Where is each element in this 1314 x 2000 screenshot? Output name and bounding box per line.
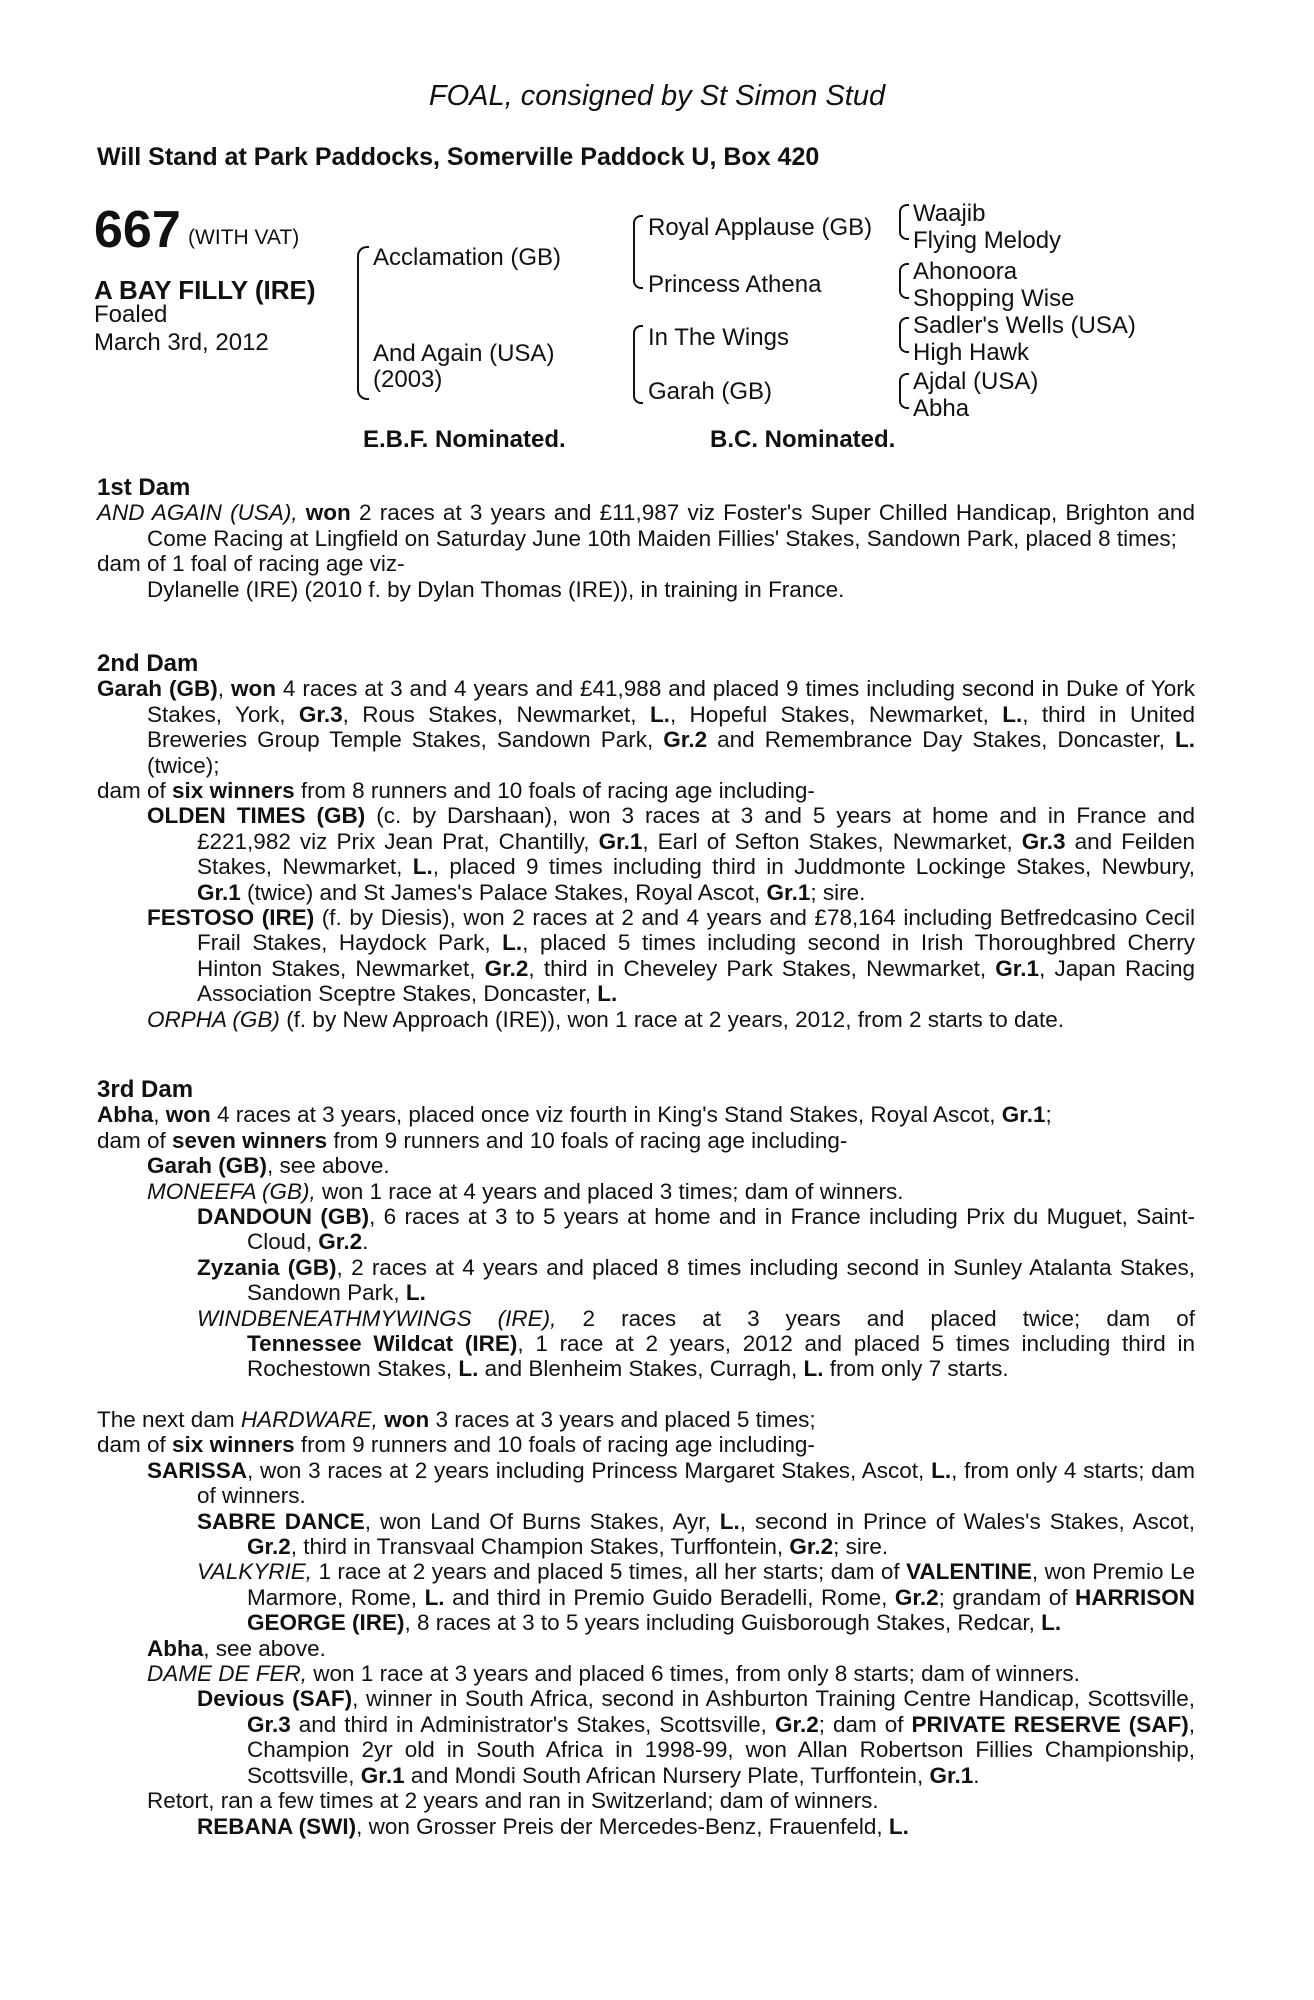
text: (twice) and St James's Palace Stakes, Royal Ascot, [240, 879, 767, 905]
produce-moneefa [97, 1179, 1195, 1204]
horse-name: WINDBENEATHMYWINGS (IRE), [197, 1305, 557, 1331]
pedigree-dam-year: (2003) [373, 366, 443, 393]
text: from only 7 starts. [823, 1356, 1009, 1382]
text: , won Land Of Burns Stakes, Ayr, [364, 1508, 720, 1534]
grade: Gr.2 [318, 1229, 363, 1255]
grade: L. [597, 981, 618, 1007]
produce-tennessee-wildcat [97, 1331, 1195, 1382]
grade: L. [803, 1356, 824, 1382]
third-dam-record: Abha, won 4 races at 3 years, placed once viz fourth in King's Stand Stakes, Royal Ascot, Gr.1; [97, 1102, 1052, 1128]
produce-windbeneathmywings [97, 1306, 1195, 1331]
text: and third in Premio Guido Beradelli, Rome, [444, 1584, 895, 1610]
lot-number: 667 [94, 201, 181, 259]
pedigree-sire: Acclamation (GB) [373, 244, 562, 271]
text: , see above. [203, 1635, 326, 1661]
text: dam of [97, 1432, 173, 1458]
horse-name: REBANA (SWI) [197, 1813, 357, 1839]
record-text: 2 races at 3 years and £11,987 viz Foster's Super Chilled Handicap, Brighton and Come Racing at Lingfield on Saturday June 10th Maiden Fillies' Stakes, Sandown Park, placed 8 times; [147, 500, 1195, 551]
horse-name: OLDEN TIMES (GB) [147, 803, 366, 829]
next-dam-produce-intro [97, 1432, 1195, 1457]
grade: L. [412, 854, 433, 880]
produce-valkyrie [97, 1559, 1195, 1635]
first-dam-record [97, 500, 1195, 551]
text: , third in Cheveley Park Stakes, Newmarket, [528, 955, 996, 981]
produce-sabre-dance [97, 1509, 1195, 1560]
text: , third in Transvaal Champion Stakes, Turffontein, [290, 1534, 790, 1560]
horse-name: SARISSA [147, 1457, 248, 1483]
text: and Blenheim Stakes, Curragh, [478, 1356, 804, 1382]
text: , second in Prince of Wales's Stakes, Ascot, [739, 1508, 1195, 1534]
grade: Gr.2 [663, 727, 708, 753]
horse-name: Tennessee Wildcat (IRE) [247, 1331, 518, 1357]
first-dam-produce-intro: dam of 1 foal of racing age viz- [97, 551, 405, 577]
produce-orpha [97, 1007, 1195, 1032]
bc-nominated: B.C. Nominated. [710, 426, 896, 453]
text: from 9 runners and 10 foals of racing age including- [327, 1127, 848, 1153]
text: won 1 race at 3 years and placed 6 times, from only 8 starts; dam of winners. [307, 1661, 1080, 1687]
text: , 1 race at 2 years, 2012 and placed 5 times including third in Rochestown Stakes, [247, 1331, 1195, 1382]
text: 4 races at 3 and 4 years and £41,988 and placed 9 times including second in Duke of York Stakes, York, [147, 676, 1196, 727]
second-dam-record: Garah (GB), won 4 races at 3 and 4 years and £41,988 and placed 9 times including second in Duke of York Stakes, York, Gr.3, Rous Stakes, Newmarket, L., Hopeful Stakes, Newmarket, L., third in United Breweries Group Temple Stakes, Sandown Park, Gr.2 and Remembrance Day Stakes, Doncaster, L. (twice); [97, 676, 1196, 778]
horse-name: Zyzania (GB) [197, 1254, 337, 1280]
winners-count: six winners [172, 1432, 295, 1458]
third-dam-heading: 3rd Dam [97, 1076, 194, 1103]
grade: L. [424, 1584, 445, 1610]
grade: Gr.2 [774, 1711, 819, 1737]
second-dam-produce-intro [97, 778, 1195, 803]
text: (f. by New Approach (IRE)), won 1 race at 2 years, 2012, from 2 starts to date. [279, 1006, 1065, 1032]
consignor-line: FOAL, consigned by St Simon Stud [428, 80, 886, 112]
text: , Japan Racing Association Sceptre Stakes, Doncaster, [197, 955, 1195, 1007]
text: (twice); [147, 752, 220, 778]
horse-name: HARRISON GEORGE (IRE) [247, 1584, 1195, 1636]
third-dam-produce-intro [97, 1128, 1195, 1153]
grade: Gr.3 [247, 1711, 291, 1737]
pedigree-sss: Waajib [913, 200, 986, 227]
next-dam-record [97, 1407, 1195, 1432]
horse-name: DANDOUN (GB) [197, 1204, 370, 1230]
horse-name: PRIVATE RESERVE (SAF) [911, 1711, 1189, 1737]
pedigree-dam-dam: Garah (GB) [648, 378, 773, 405]
pedigree-sire-sire: Royal Applause (GB) [648, 214, 873, 241]
brace-sd [899, 263, 909, 299]
text: , placed 5 times including second in Irish Thoroughbred Cherry Hinton Stakes, Newmarket, [197, 930, 1196, 981]
produce-garah [97, 1153, 1195, 1178]
foaled-date: March 3rd, 2012 [94, 329, 269, 356]
vat-note: (WITH VAT) [188, 226, 300, 249]
grade: L. [1002, 701, 1023, 727]
brace-dd [899, 373, 909, 409]
text: 2 races at 3 years and placed twice; dam of [556, 1305, 1196, 1331]
horse-name: Devious (SAF) [197, 1686, 353, 1712]
grade: Gr.1 [197, 879, 241, 905]
grade: Gr.1 [929, 1762, 974, 1788]
text: dam of [97, 1127, 173, 1153]
grade: Gr.1 [995, 955, 1040, 981]
grade: Gr.1 [360, 1762, 405, 1788]
produce-sarissa [97, 1458, 1195, 1509]
second-dam-section [97, 651, 1195, 1032]
text: , winner in South Africa, second in Ashburton Training Centre Handicap, Scottsville, [352, 1686, 1196, 1712]
horse-name: Abha [147, 1635, 204, 1661]
dam-name: Garah (GB) [97, 676, 218, 702]
grade: L. [888, 1813, 909, 1839]
grade: Gr.1 [598, 828, 643, 854]
pedigree-dsd: High Hawk [913, 339, 1030, 366]
dam-name: Abha [97, 1102, 154, 1128]
horse-name: ORPHA (GB) [147, 1006, 280, 1032]
produce-retort: Retort, ran a few times at 2 years and ran in Switzerland; dam of winners. [147, 1788, 879, 1814]
produce-abha [97, 1636, 1195, 1661]
won-label: won [165, 1102, 211, 1128]
text: , Rous Stakes, Newmarket, [342, 701, 650, 727]
text: 4 races at 3 years, placed once viz fourth in King's Stand Stakes, Royal Ascot, [210, 1102, 1002, 1128]
text: , won 3 races at 2 years including Princess Margaret Stakes, Ascot, [247, 1457, 932, 1483]
produce-zyzania [97, 1255, 1195, 1306]
text: from 9 runners and 10 foals of racing age including- [294, 1432, 815, 1458]
first-dam-heading: 1st Dam [97, 474, 191, 501]
third-dam-section [97, 1077, 1195, 1382]
pedigree-sds: Ahonoora [913, 258, 1018, 285]
text: and Remembrance Day Stakes, Doncaster, [707, 727, 1175, 753]
grade: Gr.2 [247, 1534, 291, 1560]
brace-sire-dam [357, 246, 369, 400]
grade: Gr.2 [894, 1584, 939, 1610]
pedigree-sdd: Shopping Wise [913, 285, 1075, 312]
text: ; sire. [833, 1534, 889, 1560]
horse-name: VALKYRIE, [197, 1559, 313, 1585]
text: , placed 9 times including third in Juddmonte Lockinge Stakes, Newbury, [432, 854, 1195, 880]
grade: Gr.3 [1021, 828, 1066, 854]
text: , won Grosser Preis der Mercedes-Benz, Frauenfeld, [356, 1813, 889, 1839]
grade: L. [502, 930, 523, 956]
foaled-info [94, 301, 354, 357]
text: (f. by Diesis), won 2 races at 2 and 4 years and £78,164 including Betfredcasino Cecil Frail Stakes, Haydock Park, [197, 905, 1195, 956]
pedigree-dam-sire: In The Wings [648, 324, 789, 351]
horse-name: FESTOSO (IRE) [147, 905, 315, 931]
text: , Hopeful Stakes, Newmarket, [669, 701, 1003, 727]
brace-dam-parents [633, 325, 643, 404]
text: ; sire. [810, 879, 866, 905]
second-dam-heading: 2nd Dam [97, 650, 199, 677]
brace-ds [899, 317, 909, 353]
grade: L. [931, 1457, 952, 1483]
produce-devious [97, 1686, 1195, 1788]
produce-dame-de-fer [97, 1661, 1195, 1686]
grade: L. [1041, 1610, 1062, 1636]
pedigree-ssd: Flying Melody [913, 227, 1062, 254]
produce-festoso [97, 905, 1195, 1007]
horse-name: Garah (GB) [147, 1153, 268, 1179]
grade: L. [1175, 727, 1195, 753]
text: ; [1045, 1102, 1052, 1128]
pedigree-dds: Ajdal (USA) [913, 368, 1039, 395]
dam-name: HARDWARE, [240, 1407, 378, 1432]
text: The next dam [97, 1407, 241, 1432]
pedigree-dam: And Again (USA) [373, 340, 555, 367]
text: won 1 race at 4 years and placed 3 times; dam of winners. [315, 1178, 904, 1204]
horse-name: VALENTINE [906, 1559, 1032, 1585]
grade: Gr.1 [1001, 1102, 1046, 1128]
text: ; grandam of [938, 1584, 1075, 1610]
text: , 8 races at 3 to 5 years including Guisborough Stakes, Redcar, [404, 1610, 1042, 1636]
text: and third in Administrator's Stakes, Scottsville, [290, 1711, 775, 1737]
brace-sire-parents [633, 215, 643, 289]
grade: Gr.2 [484, 955, 529, 981]
pedigree-dss: Sadler's Wells (USA) [913, 312, 1136, 339]
produce-dandoun [97, 1204, 1195, 1255]
text: , from only 4 starts; dam of winners. [197, 1457, 1196, 1509]
text: , 6 races at 3 to 5 years at home and in France including Prix du Muguet, Saint-Cloud, [247, 1204, 1195, 1255]
text: , won Premio Le Marmore, Rome, [247, 1559, 1195, 1610]
grade: L. [458, 1356, 479, 1382]
text: , Champion 2yr old in South Africa in 1998-99, won Allan Robertson Fillies Championship, Scottsville, [247, 1711, 1195, 1788]
pedigree-sire-dam: Princess Athena [648, 271, 822, 298]
grade: Gr.3 [298, 701, 343, 727]
produce-rebana [97, 1814, 1195, 1839]
text: and Feilden Stakes, Newmarket, [197, 828, 1195, 880]
text: 3 races at 3 years and placed 5 times; [429, 1407, 816, 1432]
first-dam-produce: Dylanelle (IRE) (2010 f. by Dylan Thomas (IRE)), in training in France. [147, 576, 845, 602]
horse-description: A BAY FILLY (IRE) [94, 275, 316, 305]
grade: L. [405, 1280, 426, 1306]
won-label: won [305, 500, 351, 526]
text: . [362, 1229, 369, 1255]
text: dam of [97, 778, 173, 804]
next-dam-section [97, 1407, 1195, 1839]
text: 1 race at 2 years and placed 5 times, all her starts; dam of [312, 1559, 907, 1585]
text: (c. by Darshaan), won 3 races at 3 and 5 years at home and in France and £221,982 viz Prix Jean Prat, Chantilly, [197, 803, 1195, 854]
pedigree-ddd: Abha [913, 395, 970, 422]
grade: L. [649, 701, 670, 727]
text: from 8 runners and 10 foals of racing age including- [294, 778, 815, 804]
text: and Mondi South African Nursery Plate, Turffontein, [404, 1762, 930, 1788]
text: , Earl of Sefton Stakes, Newmarket, [642, 828, 1022, 854]
won-label: won [384, 1407, 430, 1432]
ebf-nominated: E.B.F. Nominated. [363, 426, 566, 453]
text: , see above. [267, 1153, 390, 1179]
grade: L. [719, 1508, 740, 1534]
brace-ss [899, 204, 909, 240]
text: , 2 races at 4 years and placed 8 times including second in Sunley Atalanta Stakes, Sandown Park, [247, 1254, 1195, 1306]
stand-location: Will Stand at Park Paddocks, Somerville Paddock U, Box 420 [97, 143, 820, 171]
dam-name: AND AGAIN (USA), [97, 500, 298, 526]
won-label: won [230, 676, 276, 702]
horse-name: DAME DE FER, [147, 1661, 308, 1687]
produce-olden-times [97, 803, 1195, 905]
text: , third in United Breweries Group Temple Stakes, Sandown Park, [147, 701, 1195, 753]
horse-name: MONEEFA (GB), [147, 1178, 316, 1204]
horse-name: SABRE DANCE [197, 1508, 365, 1534]
grade: Gr.2 [789, 1534, 834, 1560]
winners-count: seven winners [172, 1127, 328, 1153]
text: ; dam of [818, 1711, 912, 1737]
text: . [973, 1762, 980, 1788]
foaled-label: Foaled [94, 301, 168, 328]
winners-count: six winners [172, 778, 295, 804]
first-dam-section [97, 475, 1195, 602]
grade: Gr.1 [766, 879, 811, 905]
